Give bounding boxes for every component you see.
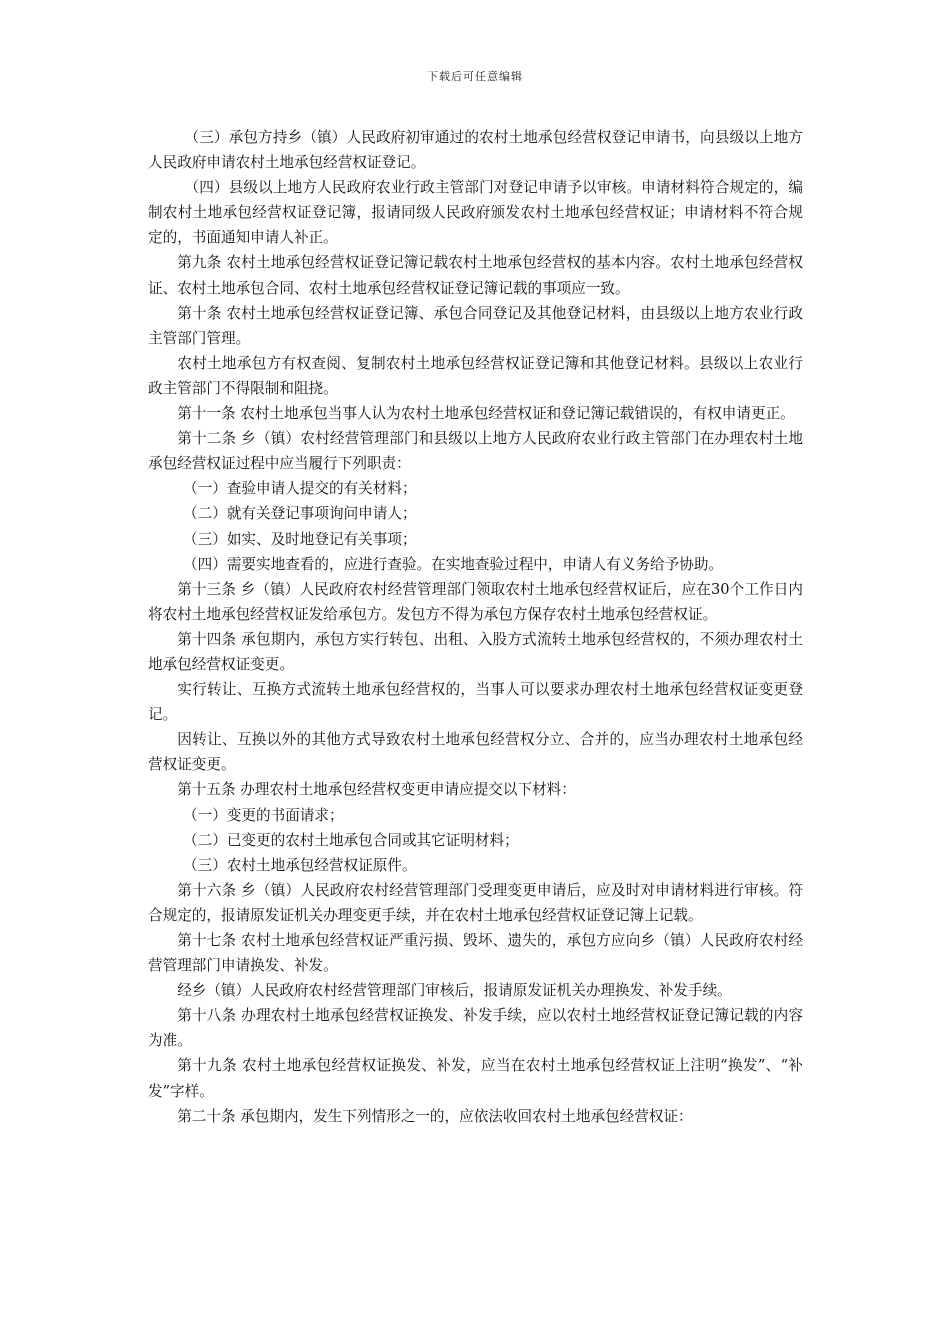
article-paragraph: 第十二条 乡（镇）农村经营管理部门和县级以上地方人民政府农业行政主管部门在办理农村土地承包经营权证过程中应当履行下列职责： xyxy=(148,430,803,473)
paragraph: 实行转让、互换方式流转土地承包经营权的，当事人可以要求办理农村土地承包经营权证变更登记。 xyxy=(148,681,803,724)
article-paragraph: 第十六条 乡（镇）人民政府农村经营管理部门受理变更申请后，应及时对申请材料进行审核。符合规定的，报请原发证机关办理变更手续，并在农村土地承包经营权证登记簿上记载。 xyxy=(148,881,803,924)
article-paragraph: 第十九条 农村土地承包经营权证换发、补发，应当在农村土地承包经营权证上注明“换发”、“补发”字样。 xyxy=(148,1057,803,1100)
list-item: （三）如实、及时地登记有关事项； xyxy=(183,530,417,548)
paragraph: 农村土地承包方有权查阅、复制农村土地承包经营权证登记簿和其他登记材料。县级以上农业行政主管部门不得限制和阻挠。 xyxy=(148,354,803,397)
paragraph: 因转让、互换以外的其他方式导致农村土地承包经营权分立、合并的，应当办理农村土地承包经营权证变更。 xyxy=(148,731,803,774)
document-body xyxy=(148,125,803,1129)
page-header-note: 下载后可任意编辑 xyxy=(427,70,523,83)
list-item: （四）需要实地查看的，应进行查验。在实地查验过程中，申请人有义务给予协助。 xyxy=(183,555,724,573)
paragraph: （四）县级以上地方人民政府农业行政主管部门对登记申请予以审核。申请材料符合规定的，编制农村土地承包经营权证登记簿，报请同级人民政府颁发农村土地承包经营权证；申请材料不符合规定的，书面通知申请人补正。 xyxy=(148,179,803,247)
article-paragraph: 第十五条 办理农村土地承包经营权变更申请应提交以下材料： xyxy=(177,781,576,799)
article-paragraph: 第十一条 农村土地承包当事人认为农村土地承包经营权证和登记簿记载错误的，有权申请更正。 xyxy=(177,405,795,423)
article-paragraph: 第十三条 乡（镇）人民政府农村经营管理部门领取农村土地承包经营权证后，应在30个工作日内将农村土地承包经营权证发给承包方。发包方不得为承包方保存农村土地承包经营权证。 xyxy=(148,580,803,623)
article-paragraph: 第十条 农村土地承包经营权证登记簿、承包合同登记及其他登记材料，由县级以上地方农业行政主管部门管理。 xyxy=(148,304,803,347)
paragraph: （三）承包方持乡（镇）人民政府初审通过的农村土地承包经营权登记申请书，向县级以上地方人民政府申请农村土地承包经营权证登记。 xyxy=(148,129,803,172)
list-item: （一）变更的书面请求； xyxy=(183,806,344,824)
article-paragraph: 第九条 农村土地承包经营权证登记簿记载农村土地承包经营权的基本内容。农村土地承包经营权证、农村土地承包合同、农村土地承包经营权证登记簿记载的事项应一致。 xyxy=(148,254,803,297)
list-item: （三）农村土地承包经营权证原件。 xyxy=(183,856,417,874)
article-paragraph: 第十四条 承包期内，承包方实行转包、出租、入股方式流转土地承包经营权的，不须办理农村土地承包经营权证变更。 xyxy=(148,630,803,673)
article-paragraph: 第十七条 农村土地承包经营权证严重污损、毁坏、遗失的，承包方应向乡（镇）人民政府农村经营管理部门申请换发、补发。 xyxy=(148,932,803,975)
list-item: （一）查验申请人提交的有关材料； xyxy=(183,480,417,498)
paragraph: 经乡（镇）人民政府农村经营管理部门审核后，报请原发证机关办理换发、补发手续。 xyxy=(177,982,732,1000)
list-item: （二）就有关登记事项询问申请人； xyxy=(183,505,417,523)
article-paragraph: 第二十条 承包期内，发生下列情形之一的，应依法收回农村土地承包经营权证： xyxy=(177,1107,693,1125)
article-paragraph: 第十八条 办理农村土地承包经营权证换发、补发手续，应以农村土地经营权证登记簿记载的内容为准。 xyxy=(148,1007,803,1050)
list-item: （二）已变更的农村土地承包合同或其它证明材料； xyxy=(183,831,519,849)
